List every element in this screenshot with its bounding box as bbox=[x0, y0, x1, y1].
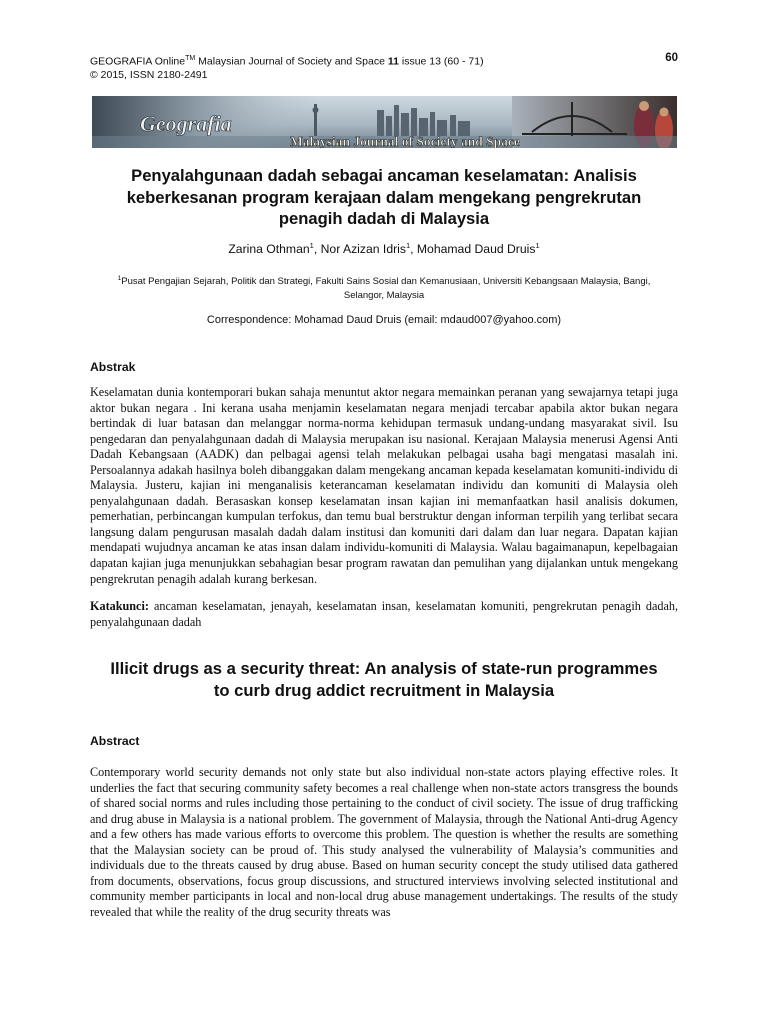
title-malay-line: Penyalahgunaan dadah sebagai ancaman keselamatan: Analisis bbox=[131, 166, 637, 185]
affiliation-line: Selangor, Malaysia bbox=[343, 289, 425, 301]
title-english-line: to curb drug addict recruitment in Malaysia bbox=[213, 680, 555, 700]
running-header bbox=[90, 52, 678, 82]
trademark-mark: TM bbox=[185, 55, 196, 62]
journal-citation bbox=[90, 52, 678, 69]
keywords bbox=[90, 599, 678, 630]
paper-title-malay bbox=[60, 165, 708, 230]
banner-image bbox=[92, 96, 677, 148]
affiliation-line: Pusat Pengajian Sejarah, Politik dan Strategi, Fakulti Sains Sosial dan Kemanusiaan, Universiti Kebangsaan Malaysia, Bangi, bbox=[121, 276, 651, 288]
author-name: Nor Azizan Idris bbox=[320, 242, 406, 257]
title-malay-line: penagih dadah di Malaysia bbox=[278, 209, 490, 228]
journal-banner bbox=[92, 96, 677, 148]
author-name: Zarina Othman bbox=[228, 242, 310, 257]
affiliation-marker: 1 bbox=[117, 275, 122, 282]
affiliation-marker: 1 bbox=[405, 241, 411, 250]
journal-volume: 11 bbox=[387, 55, 399, 68]
journal-name: Malaysian Journal of Society and Space bbox=[195, 55, 388, 68]
banner-logo-text: Geografia bbox=[140, 111, 232, 136]
paper-title-english bbox=[60, 658, 708, 701]
journal-issue-pages: issue 13 (60 - 71) bbox=[398, 55, 484, 68]
author-list: Zarina Othman$^1$, Nor Azizan Idris$^1$, Mohamad Daud Druis$^1$ bbox=[228, 241, 540, 257]
journal-prefix: GEOGRAFIA Online bbox=[90, 55, 186, 68]
affiliation bbox=[100, 272, 668, 302]
affiliation-marker: 1 bbox=[309, 241, 314, 250]
abstract-body: Contemporary world security demands not only state but also individual non-state actors playing effective roles. It underlies the fact that securing community safety becomes a real challenge when non-state actors transgress the bounds of shared social norms and rules including those pertaining to the conduct of civil society. The issue of drug trafficking and drug abuse in Malaysia is a national problem. The government of Malaysia, through the National Anti-drug Agency and a few others has made various efforts to overcome this problem. The question is whether the results are something that the Malaysian society can be proud of. This study analysed the vulnerability of Malaysia’s communities and individuals due to the threats caused by drug abuse. Based on human security concept the study utilised data gathered from documents, observations, focus group discussions, and structured interviews involving selected institutional and community member participants in local and non-local drug abuse management undertakings. The results of the study revealed that while the reality of the drug security threats was bbox=[90, 765, 678, 919]
title-malay-line: keberkesanan program kerajaan dalam mengekang pengrekrutan bbox=[126, 187, 642, 207]
abstrak-body: Keselamatan dunia kontemporari bukan sahaja menuntut aktor negara memainkan peranan yang sewajarnya tetapi juga aktor bukan negara . Ini kerana usaha menjamin keselamatan negara menjadi tercabar apabila aktor bukan negara bertindak di luar batasan dan melanggar norma-norma kehidupan termasuk undang-undang masyarakat sivil. Isu pengedaran dan penyalahgunaan dadah di Malaysia merupakan isu nasional. Kerajaan Malaysia menerusi Agensi Anti Dadah Kebangsaan (AADK) dan pelbagai agensi telah melakukan pelbagai usaha bagi mengatasi masalah ini. Persoalannya adakah hasilnya boleh dibanggakan dalam mengekang ancaman kepada keselamatan komuniti-individu di Malaysia. Justeru, kajian ini menganalisis keterancaman keselamatan individu dan komuniti di Malaysia oleh penyalahgunaan dadah. Berasaskan konsep keselamatan insan kajian ini memanfaatkan hasil analisis dokumen, pemerhatian, perbincangan kumpulan terfokus, dan temu bual berstruktur dengan informan terpilih yang terlibat secara langsung dalam pengurusan masalah dadah dalam institusi dan komuniti dari dalam dan luar negara. Dapatan kajian mendapati wujudnya ancaman ke atas insan dalam individu-komuniti di Malaysia. Walau bagaimanapun, kepelbagaian dapatan kajian juga menunjukkan sebahagian besar program rawatan dan pemulihan yang dijalankan untuk mengekang pengrekrutan penagih adalah kurang berkesan. bbox=[90, 385, 678, 586]
affiliation-marker: 1 bbox=[535, 241, 540, 250]
keywords-label: Katakunci: bbox=[90, 599, 149, 613]
abstract-heading: Abstract bbox=[90, 734, 140, 748]
author-name: Mohamad Daud Druis bbox=[416, 242, 536, 257]
correspondence: Correspondence: Mohamad Daud Druis (email: mdaud007@yahoo.com) bbox=[206, 314, 562, 326]
banner-subtitle: Malaysian Journal of Society and Space bbox=[290, 134, 520, 148]
page-number: 60 bbox=[665, 52, 678, 64]
keywords-text: ancaman keselamatan, jenayah, keselamatan insan, keselamatan komuniti, pengrekrutan penagih dadah, penyalahgunaan dadah bbox=[90, 599, 678, 629]
title-english-line: Illicit drugs as a security threat: An analysis of state-run programmes bbox=[110, 659, 658, 678]
abstrak-heading: Abstrak bbox=[90, 360, 136, 374]
copyright-issn: © 2015, ISSN 2180-2491 bbox=[90, 68, 208, 81]
